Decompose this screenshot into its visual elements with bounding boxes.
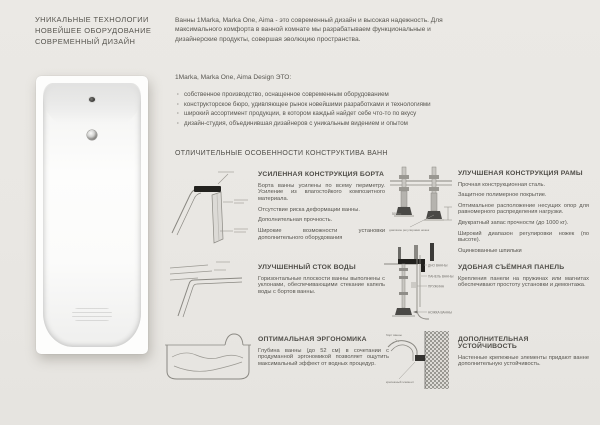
feature-paragraph: Широкие возможности установки дополнительного оборудования — [258, 227, 385, 241]
illustration-label: ПАНЕЛЬ ВАННЫ — [428, 274, 454, 279]
drain-hole — [87, 130, 97, 140]
feature-block-reinforced-rim — [258, 171, 385, 245]
list-item: · конструкторское бюро, удивляющее рынок новейшими разработками и технологиями — [175, 100, 485, 110]
feature-paragraph: Горизонтальные плоскости ванны выполнены с уклонами, обеспечивающими стекание капель воды с бортов ванны. — [258, 275, 385, 296]
range-label: диапазон регулировки ножек — [389, 228, 430, 232]
feature-title: УСИЛЕННАЯ КОНСТРУКЦИЯ БОРТА — [258, 171, 385, 178]
brand-title: 1Marka, Marka One, Aima Design ЭТО: — [175, 74, 292, 81]
overflow-hole — [89, 97, 95, 102]
feature-paragraph: Отсутствие риска деформации ванны. — [258, 206, 360, 213]
feature-block-removable-panel — [458, 264, 589, 293]
antislip-texture — [72, 308, 112, 321]
illustration-label: крепежный элемент — [386, 380, 414, 384]
feature-paragraph: Крепления панели на пружинах или магнитах обеспечивают простоту установки и демонтажа. — [458, 275, 589, 289]
feature-paragraph: Оптимальное расположение несущих опор для равномерного распределения нагрузки. — [458, 202, 589, 216]
list-item: · широкий ассортимент продукции, в котором каждый найдет себе что-то по вкусу — [175, 109, 485, 119]
wall — [425, 331, 449, 389]
brand-tagline — [35, 15, 151, 47]
border-reinforcement-illustration — [168, 169, 252, 249]
dimension-label: 50 мм — [392, 212, 402, 216]
feature-title: ОПТИМАЛЬНАЯ ЭРГОНОМИКА — [258, 336, 367, 343]
brand-bullet-list — [175, 90, 485, 129]
feature-title: УДОБНАЯ СЪЁМНАЯ ПАНЕЛЬ — [458, 264, 565, 271]
feature-block-frame — [458, 170, 589, 259]
illustration-label: ДНО ВАННЫ — [428, 263, 448, 268]
feature-block-water-drain — [258, 264, 385, 300]
section-title: ОТЛИЧИТЕЛЬНЫЕ ОСОБЕННОСТИ КОНСТРУКТИВА ВАНН — [175, 150, 388, 157]
feature-title: ДОПОЛНИТЕЛЬНАЯ УСТОЙЧИВОСТЬ — [458, 336, 529, 350]
reinforcement-bar — [194, 186, 221, 192]
feature-paragraph: Борта ванны усилены по всему периметру. Усиление из влагостойкого композитного материала. — [258, 182, 385, 203]
mount-bracket — [415, 355, 425, 361]
illustration-label: борт ванны — [386, 333, 402, 337]
feature-paragraph: Прочная конструкционная сталь. — [458, 181, 546, 188]
tagline-line: СОВРЕМЕННЫЙ ДИЗАЙН — [35, 36, 136, 46]
bathtub-top-view-photo — [36, 76, 148, 354]
tagline-line: УНИКАЛЬНЫЕ ТЕХНОЛОГИИ — [35, 15, 149, 24]
frame-illustration — [388, 165, 456, 261]
tub-head-slope — [43, 83, 141, 131]
feature-paragraph: Настенные крепежные элементы придают ванне дополнительную устойчивость. — [458, 354, 589, 368]
feature-block-ergonomics — [258, 336, 389, 372]
tub-basin — [43, 83, 141, 347]
feature-paragraph: Глубина ванны (до 52 см) в сочетании с продуманной эргономикой позволяет ощутить максимальный эффект от водных процедур. — [258, 347, 389, 368]
list-item: · собственное производство, оснащенное современным оборудованием — [175, 90, 485, 100]
tagline-line: НОВЕЙШЕЕ ОБОРУДОВАНИЕ — [35, 25, 152, 35]
feature-paragraph: Дополнительная прочность. — [258, 217, 333, 224]
feature-paragraph: Защитное полимерное покрытие. — [458, 192, 547, 199]
water-drain-illustration — [168, 258, 252, 320]
intro-paragraph: Ванны 1Marka, Marka One, Aima - это современный дизайн и высокая надежность. Для максимального комфорта в ванной комнате мы разрабатываем функциональные и дизайнерские продукты, совершая эволюцию пространства. — [175, 17, 443, 43]
feature-title: УЛУЧШЕНАЯ КОНСТРУКЦИЯ РАМЫ — [458, 170, 583, 177]
feature-paragraph: Широкий диапазон регулировки ножек (по высоте). — [458, 230, 589, 244]
ergonomics-illustration — [163, 331, 253, 383]
feature-paragraph: Оцинкованные шпильки — [458, 248, 522, 255]
feature-paragraph: Двукратный запас прочности (до 1000 кг). — [458, 220, 569, 227]
wall-mount-illustration — [385, 331, 451, 389]
panel-illustration — [384, 251, 462, 339]
illustration-label: НОЖКА ВАННЫ — [428, 310, 453, 315]
illustration-label: ПРУЖИНА — [428, 284, 445, 289]
list-item: · дизайн-студия, объединившая дизайнеров с уникальным видением и опытом — [175, 119, 485, 129]
feature-title: УЛУЧШЕННЫЙ СТОК ВОДЫ — [258, 264, 356, 271]
brand-intro — [175, 74, 485, 129]
feature-block-stability — [458, 336, 589, 372]
